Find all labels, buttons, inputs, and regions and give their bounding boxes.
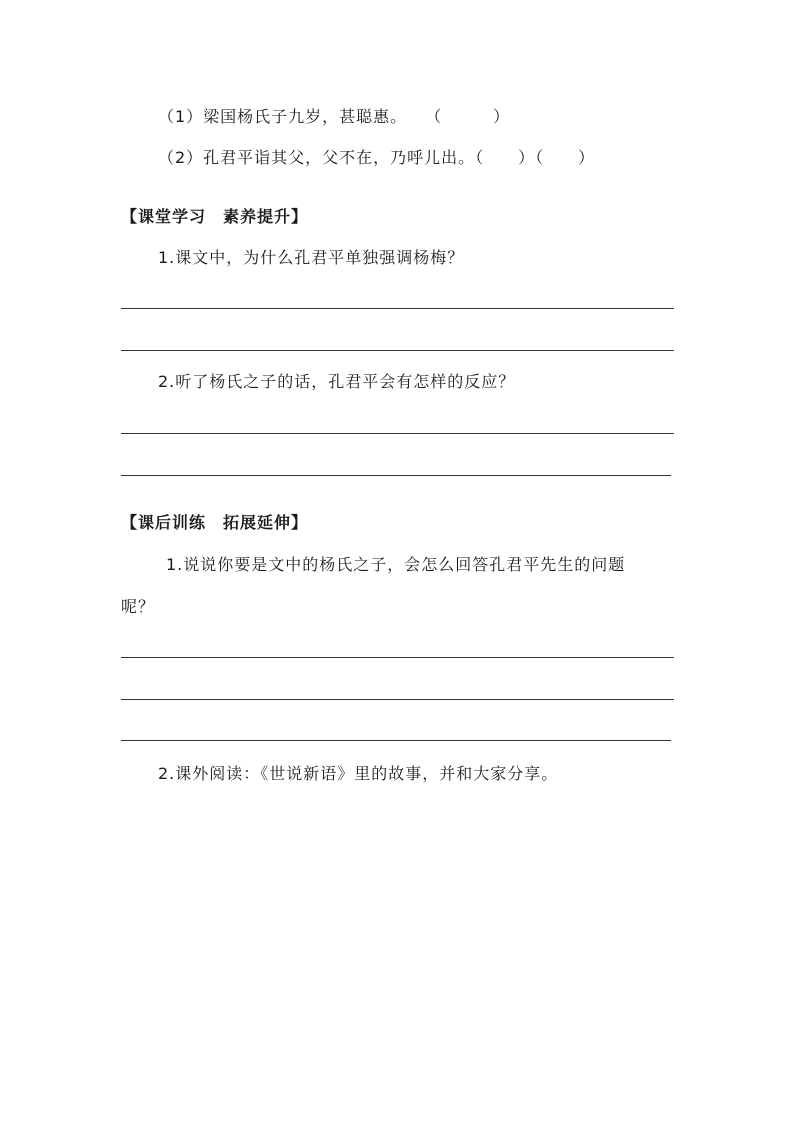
answer-line[interactable] <box>121 433 674 434</box>
after-class-question-2: 2.课外阅读：《世说新语》里的故事，并和大家分享。 <box>158 764 559 783</box>
answer-line[interactable] <box>121 657 674 658</box>
answer-line[interactable] <box>121 699 674 700</box>
answer-line[interactable] <box>121 350 674 351</box>
section-heading-classroom: 【课堂学习 素养提升】 <box>121 207 309 226</box>
after-class-question-1: 1.说说你要是文中的杨氏之子，会怎么回答孔君平先生的问题 <box>166 555 626 574</box>
after-class-question-1-continued: 呢？ <box>121 597 156 616</box>
answer-line[interactable] <box>121 740 671 741</box>
section-heading-after-class: 【课后训练 拓展延伸】 <box>121 513 309 532</box>
answer-line[interactable] <box>121 308 674 309</box>
classroom-question-2: 2.听了杨氏之子的话，孔君平会有怎样的反应？ <box>158 372 516 391</box>
answer-line[interactable] <box>121 475 671 476</box>
classroom-question-1: 1.课文中，为什么孔君平单独强调杨梅？ <box>158 248 465 267</box>
intro-item-2: （2）孔君平诣其父，父不在，乃呼儿出。（ ）（ ） <box>158 148 596 167</box>
intro-item-1: （1）梁国杨氏子九岁，甚聪惠。 （ ） <box>158 107 511 126</box>
